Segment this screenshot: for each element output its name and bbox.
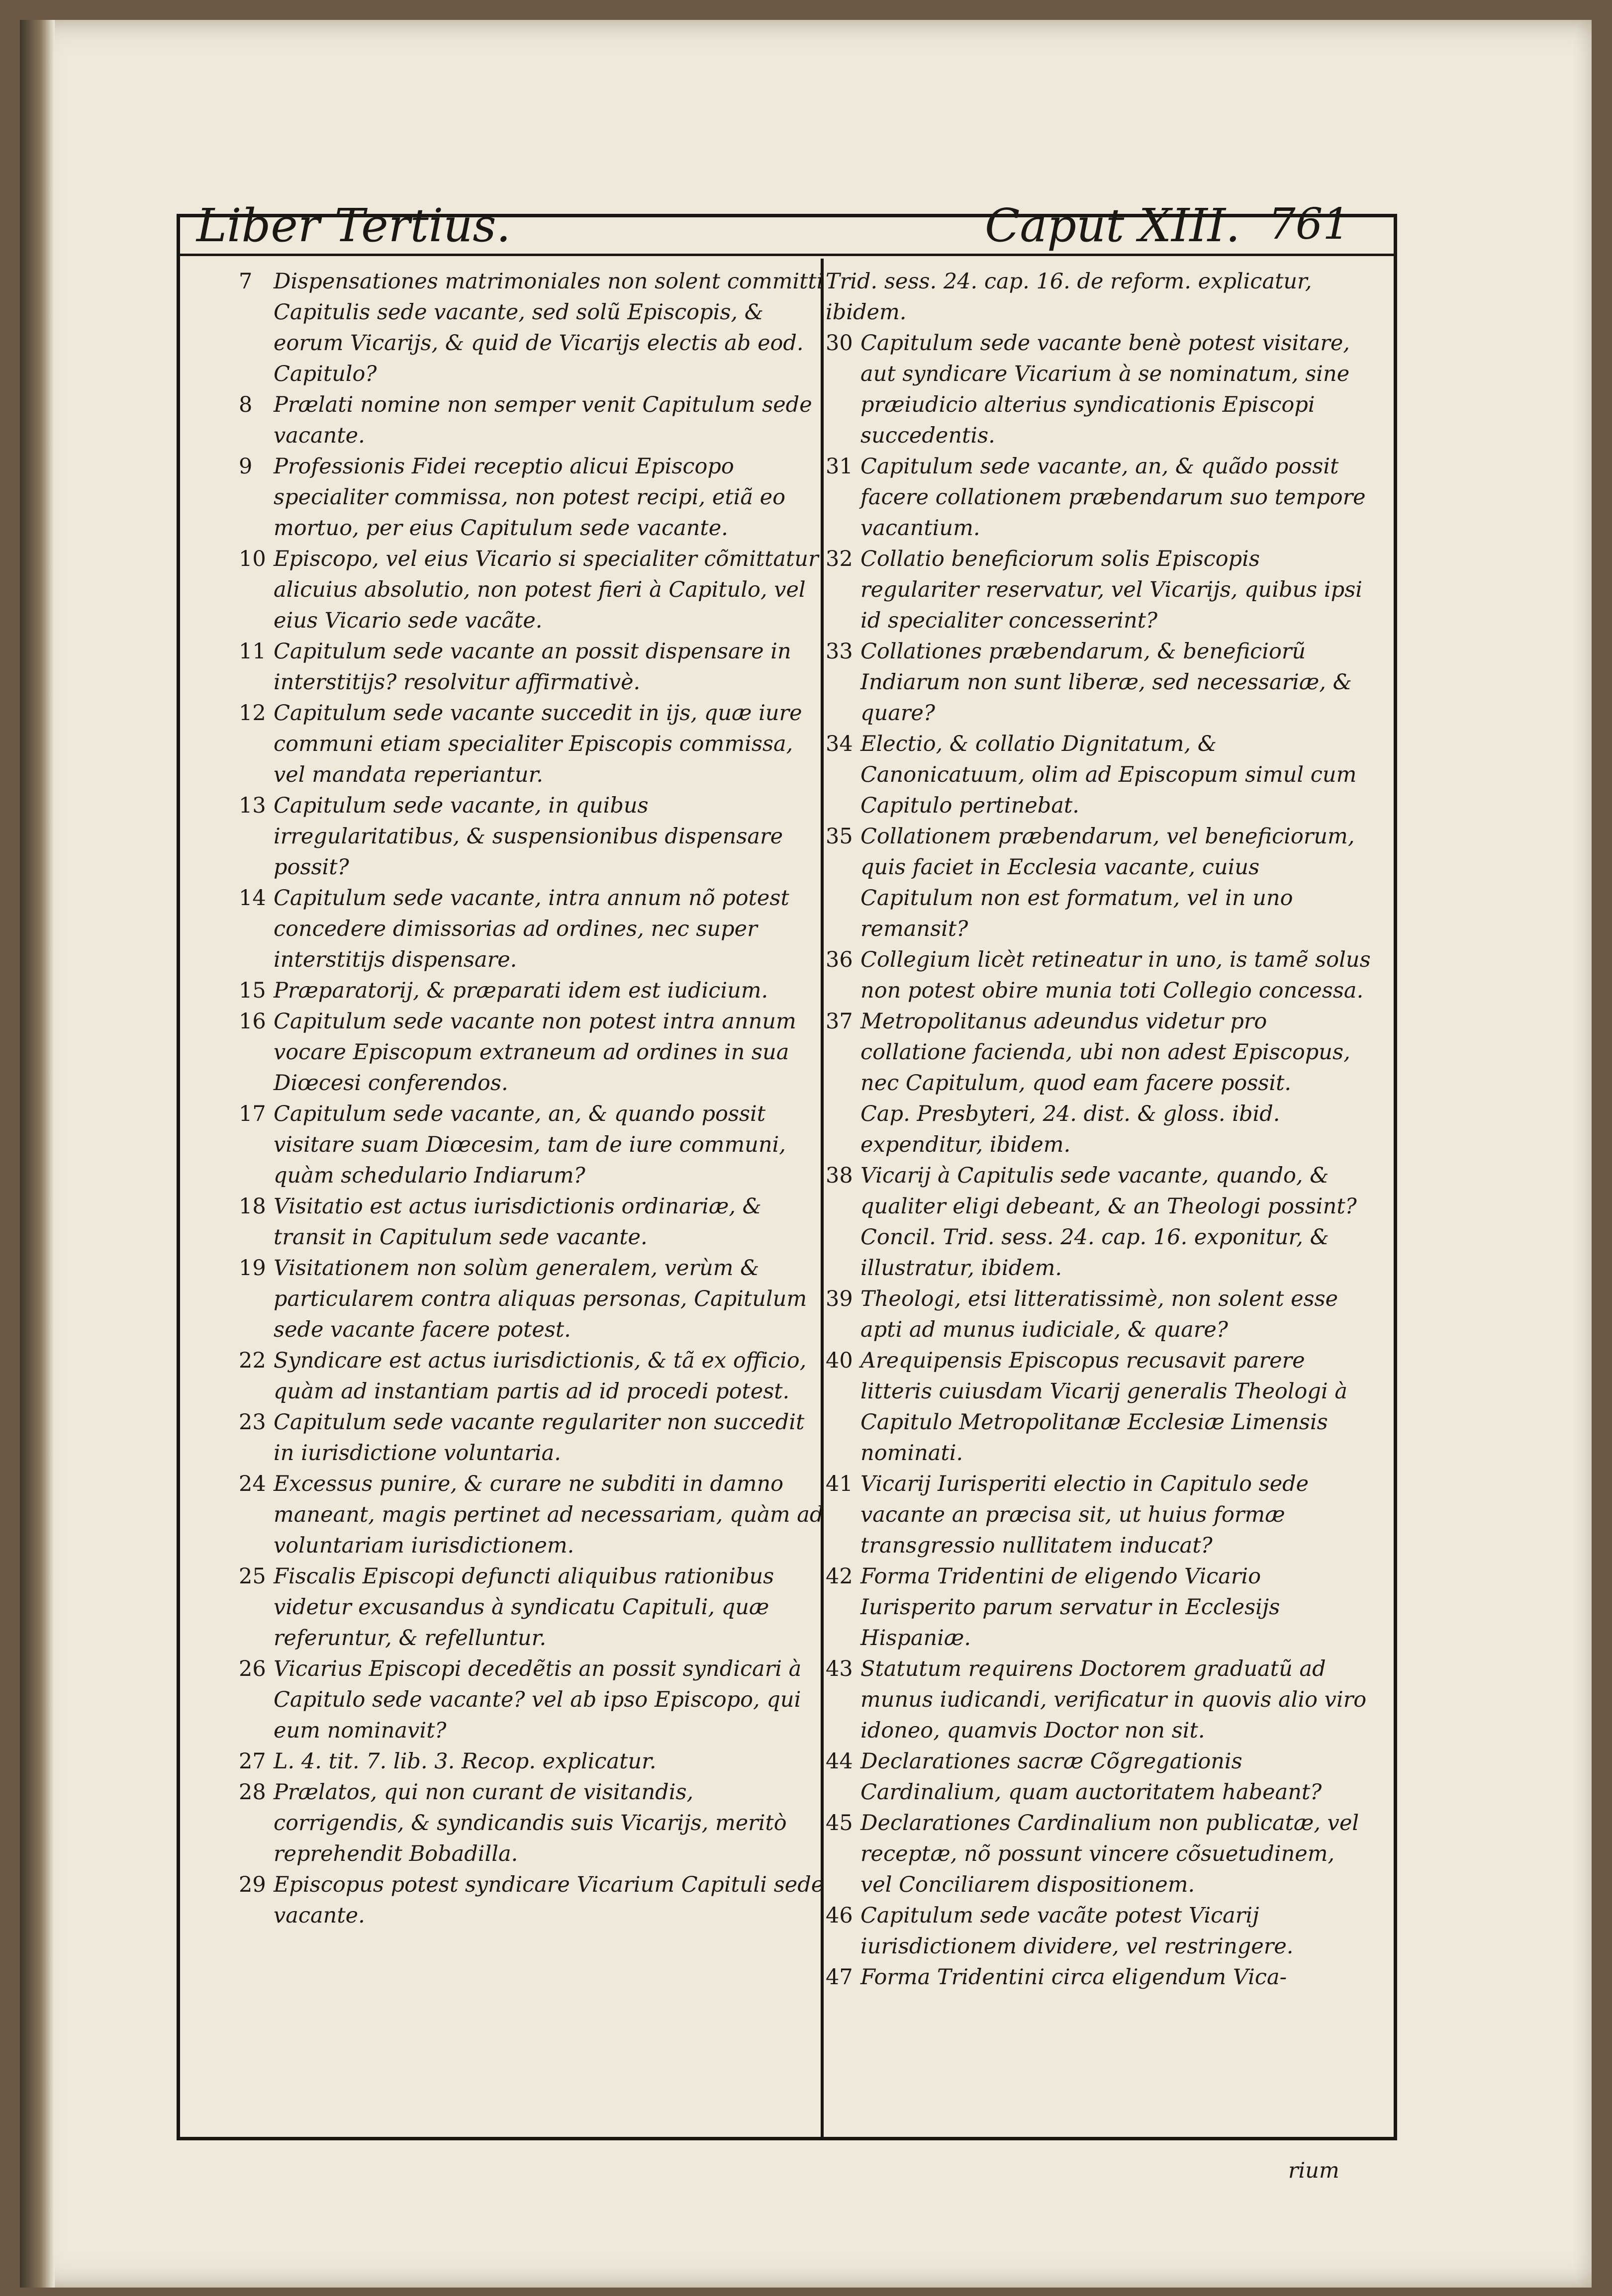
entry-number: 11 <box>239 639 266 664</box>
entry-text: Theologi, etsi litteratissimè, non solent esse apti ad munus iudiciale, & quare? <box>860 1286 1338 1342</box>
summary-entry <box>239 1407 826 1469</box>
summary-entry <box>826 1962 1373 1993</box>
entry-number: 12 <box>239 701 266 726</box>
entry-text: Episcopo, vel eius Vicario si specialiter cõmittatur alicuius absolutio, non potest fieri à Capitulo, vel eius Vicario sede vacãte. <box>274 547 819 633</box>
summary-entry <box>239 1253 826 1345</box>
entry-number: 25 <box>239 1564 266 1589</box>
entry-text: Vicarius Episcopi decedẽtis an possit syndicari à Capitulo sede vacante? vel ab ipso Episcopo, qui eum nominavit? <box>274 1656 802 1743</box>
entry-text: Professionis Fidei receptio alicui Episcopo specialiter commissa, non potest recipi, etiã eo mortuo, per eius Capitulum sede vacante. <box>274 454 786 541</box>
summary-entry <box>239 636 826 698</box>
entry-text: Statutum requirens Doctorem graduatũ ad munus iudicandi, verificatur in quovis alio viro idoneo, quamvis Doctor non sit. <box>860 1656 1367 1743</box>
entry-text: Electio, & collatio Dignitatum, & Canonicatuum, olim ad Episcopum simul cum Capitulo pertinebat. <box>860 732 1357 818</box>
entry-number: 19 <box>239 1256 266 1281</box>
entry-number: 7 <box>239 269 253 294</box>
entry-text: Forma Tridentini de eligendo Vicario Iurisperito parum servatur in Ecclesijs Hispaniæ. <box>860 1564 1280 1651</box>
entry-number: 15 <box>239 978 266 1003</box>
entry-text: Declarationes sacræ Cõgregationis Cardinalium, quam auctoritatem habeant? <box>860 1749 1322 1805</box>
entry-text: Capitulum sede vacante non potest intra annum vocare Episcopum extraneum ad ordines in sua Diœcesi conferendos. <box>274 1009 796 1096</box>
book-gutter <box>20 20 55 2288</box>
entry-text: Capitulum sede vacante, an, & quando possit visitare suam Diœcesim, tam de iure communi, quàm schedulario Indiarum? <box>274 1102 786 1188</box>
summary-entry <box>826 1653 1373 1746</box>
entry-text: Collationes præbendarum, & beneficiorũ Indiarum non sunt liberæ, sed necessariæ, & quare? <box>860 639 1352 726</box>
summary-entry <box>826 1345 1373 1469</box>
entry-text: Capitulum sede vacãte potest Vicarij iurisdictionem dividere, vel restringere. <box>860 1903 1294 1959</box>
entry-text: Syndicare est actus iurisdictionis, & tã ex officio, quàm ad instantiam partis ad id procedi potest. <box>274 1348 807 1404</box>
entry-number: 47 <box>826 1965 853 1990</box>
summary-entry <box>239 1869 826 1931</box>
entry-number: 46 <box>826 1903 853 1928</box>
entry-text: Vicarij Iurisperiti electio in Capitulo sede vacante an præcisa sit, ut huius formæ transgressio nullitatem inducat? <box>860 1471 1309 1558</box>
entry-text: Collatio beneficiorum solis Episcopis regulariter reservatur, vel Vicarijs, quibus ipsi id specialiter concesserint? <box>860 547 1363 633</box>
summary-entry <box>826 1900 1373 1962</box>
entry-text: Episcopus potest syndicare Vicarium Capituli sede vacante. <box>274 1872 824 1928</box>
entry-number: 36 <box>826 947 853 972</box>
entry-number: 42 <box>826 1564 853 1589</box>
entry-text: Capitulum sede vacante succedit in ijs, quæ iure communi etiam specialiter Episcopis commissa, vel mandata reperiantur. <box>274 701 802 787</box>
summary-entry <box>239 698 826 790</box>
summary-entry <box>826 821 1373 944</box>
summary-entry <box>826 1160 1373 1222</box>
summary-entry <box>826 1808 1373 1900</box>
entry-number: 14 <box>239 886 266 911</box>
entry-number: 29 <box>239 1872 266 1897</box>
summary-column-left <box>239 266 826 1931</box>
entry-text: Capitulum sede vacante, in quibus irregularitatibus, & suspensionibus dispensare possit? <box>274 793 783 880</box>
summary-entry <box>239 1777 826 1869</box>
summary-entry <box>826 1746 1373 1808</box>
summary-entry <box>826 1469 1373 1561</box>
summary-entry <box>826 328 1373 451</box>
entry-text: L. 4. tit. 7. lib. 3. Recop. explicatur. <box>274 1749 657 1774</box>
entry-number: 10 <box>239 547 266 571</box>
entry-text: Vicarij à Capitulis sede vacante, quando, & qualiter eligi debeant, & an Theologi possint? <box>860 1163 1357 1219</box>
summary-entry <box>239 1345 826 1407</box>
summary-entry <box>826 1006 1373 1099</box>
summary-entry <box>239 389 826 451</box>
entry-number: 13 <box>239 793 266 818</box>
entry-number: 33 <box>826 639 853 664</box>
entry-number: 31 <box>826 454 853 479</box>
summary-entry <box>826 1222 1373 1284</box>
entry-text: Capitulum sede vacante, an, & quãdo possit facere collationem præbendarum suo tempore vacantium. <box>860 454 1366 541</box>
entry-number: 34 <box>826 732 853 756</box>
summary-entry <box>239 1653 826 1746</box>
summary-entry <box>826 729 1373 821</box>
entry-text: Fiscalis Episcopi defuncti aliquibus rationibus videtur excusandus à syndicatu Capituli, quæ referuntur, & refelluntur. <box>274 1564 774 1651</box>
entry-text: Arequipensis Episcopus recusavit parere litteris cuiusdam Vicarij generalis Theologi à Capitulo Metropolitanæ Ecclesiæ Limensis nominati. <box>860 1348 1348 1466</box>
entry-number: 18 <box>239 1194 266 1219</box>
summary-entry <box>826 1284 1373 1345</box>
summary-entry <box>826 944 1373 1006</box>
entry-text: Cap. Presbyteri, 24. dist. & gloss. ibid. expenditur, ibidem. <box>860 1102 1280 1157</box>
entry-text: Capitulum sede vacante, intra annum nõ potest concedere dimissorias ad ordines, nec super interstitijs dispensare. <box>274 886 789 972</box>
entry-number: 28 <box>239 1780 266 1805</box>
summary-entry <box>239 790 826 883</box>
continued-entry: Trid. sess. 24. cap. 16. de reform. explicatur, ibidem. <box>826 269 1312 325</box>
entry-text: Excessus punire, & curare ne subditi in damno maneant, magis pertinet ad necessariam, quàm ad voluntariam iurisdictionem. <box>274 1471 824 1558</box>
summary-entry <box>239 1099 826 1191</box>
entry-number: 45 <box>826 1811 853 1836</box>
entry-number: 43 <box>826 1656 853 1681</box>
header-rule <box>177 254 1397 256</box>
summary-column-right <box>826 266 1373 1993</box>
entry-text: Capitulum sede vacante benè potest visitare, aut syndicare Vicarium à se nominatum, sine præiudicio alterius syndicationis Episcopi succedentis. <box>860 331 1350 448</box>
entry-text: Prælati nomine non semper venit Capitulum sede vacante. <box>274 392 812 448</box>
entry-number: 26 <box>239 1656 266 1681</box>
entry-text: Capitulum sede vacante regulariter non succedit in iurisdictione voluntaria. <box>274 1410 805 1466</box>
entry-text: Forma Tridentini circa eligendum Vica- <box>860 1965 1287 1990</box>
summary-entry <box>826 544 1373 636</box>
entry-text: Declarationes Cardinalium non publicatæ, vel receptæ, nõ possunt vincere cõsuetudinem, vel Conciliarem dispositionem. <box>860 1811 1359 1897</box>
entry-number: 39 <box>826 1286 853 1311</box>
entry-number: 17 <box>239 1102 266 1126</box>
entry-text: Visitatio est actus iurisdictionis ordinariæ, & transit in Capitulum sede vacante. <box>274 1194 761 1250</box>
entry-text: Concil. Trid. sess. 24. cap. 16. exponitur, & illustratur, ibidem. <box>860 1225 1329 1281</box>
entry-number: 41 <box>826 1471 853 1496</box>
summary-entry <box>239 451 826 544</box>
entry-number: 9 <box>239 454 253 479</box>
summary-entry <box>239 1006 826 1099</box>
entry-number: 32 <box>826 547 853 571</box>
summary-entry <box>239 1561 826 1653</box>
entry-text: Præparatorij, & præparati idem est iudicium. <box>274 978 768 1003</box>
summary-entry <box>239 1469 826 1561</box>
entry-number: 16 <box>239 1009 266 1034</box>
summary-entry <box>826 1561 1373 1653</box>
entry-text: Capitulum sede vacante an possit dispensare in interstitijs? resolvitur affirmativè. <box>274 639 791 695</box>
entry-text: Visitationem non solùm generalem, verùm & particularem contra aliquas personas, Capitulum sede vacante facere potest. <box>274 1256 807 1342</box>
summary-entry <box>239 1746 826 1777</box>
page-number: 761 <box>1268 199 1350 249</box>
running-head-book: Liber Tertius. <box>196 199 511 252</box>
entry-text: Dispensationes matrimoniales non solent committi Capitulis sede vacante, sed solũ Episcopis, & eorum Vicarijs, & quid de Vicarijs electis ab eod. Capitulo? <box>274 269 824 386</box>
entry-text: Collationem præbendarum, vel beneficiorum, quis faciet in Ecclesia vacante, cuius Capitulum non est formatum, vel in uno remansit? <box>860 824 1355 941</box>
entry-text: Metropolitanus adeundus videtur pro collatione facienda, ubi non adest Episcopus, nec Capitulum, quod eam facere possit. <box>860 1009 1350 1096</box>
summary-entry <box>239 544 826 636</box>
summary-entry <box>239 1191 826 1253</box>
entry-number: 22 <box>239 1348 266 1373</box>
running-head-chapter: Caput XIII. <box>985 199 1240 252</box>
summary-entry <box>826 451 1373 544</box>
catchword: rium <box>1288 2158 1339 2183</box>
entry-number: 30 <box>826 331 853 356</box>
summary-entry <box>826 1099 1373 1160</box>
entry-text: Prælatos, qui non curant de visitandis, corrigendis, & syndicandis suis Vicarijs, meritò reprehendit Bobadilla. <box>274 1780 787 1866</box>
summary-entry <box>239 975 826 1006</box>
entry-number: 8 <box>239 392 253 417</box>
entry-number: 23 <box>239 1410 266 1435</box>
entry-number: 24 <box>239 1471 266 1496</box>
entry-number: 37 <box>826 1009 853 1034</box>
entry-number: 27 <box>239 1749 266 1774</box>
entry-number: 44 <box>826 1749 853 1774</box>
entry-number: 38 <box>826 1163 853 1188</box>
entry-text: Collegium licèt retineatur in uno, is tamẽ solus non potest obire munia toti Collegio concessa. <box>860 947 1371 1003</box>
summary-entry <box>826 636 1373 729</box>
summary-entry <box>239 266 826 389</box>
summary-entry <box>239 883 826 975</box>
entry-number: 40 <box>826 1348 853 1373</box>
entry-number: 35 <box>826 824 853 849</box>
